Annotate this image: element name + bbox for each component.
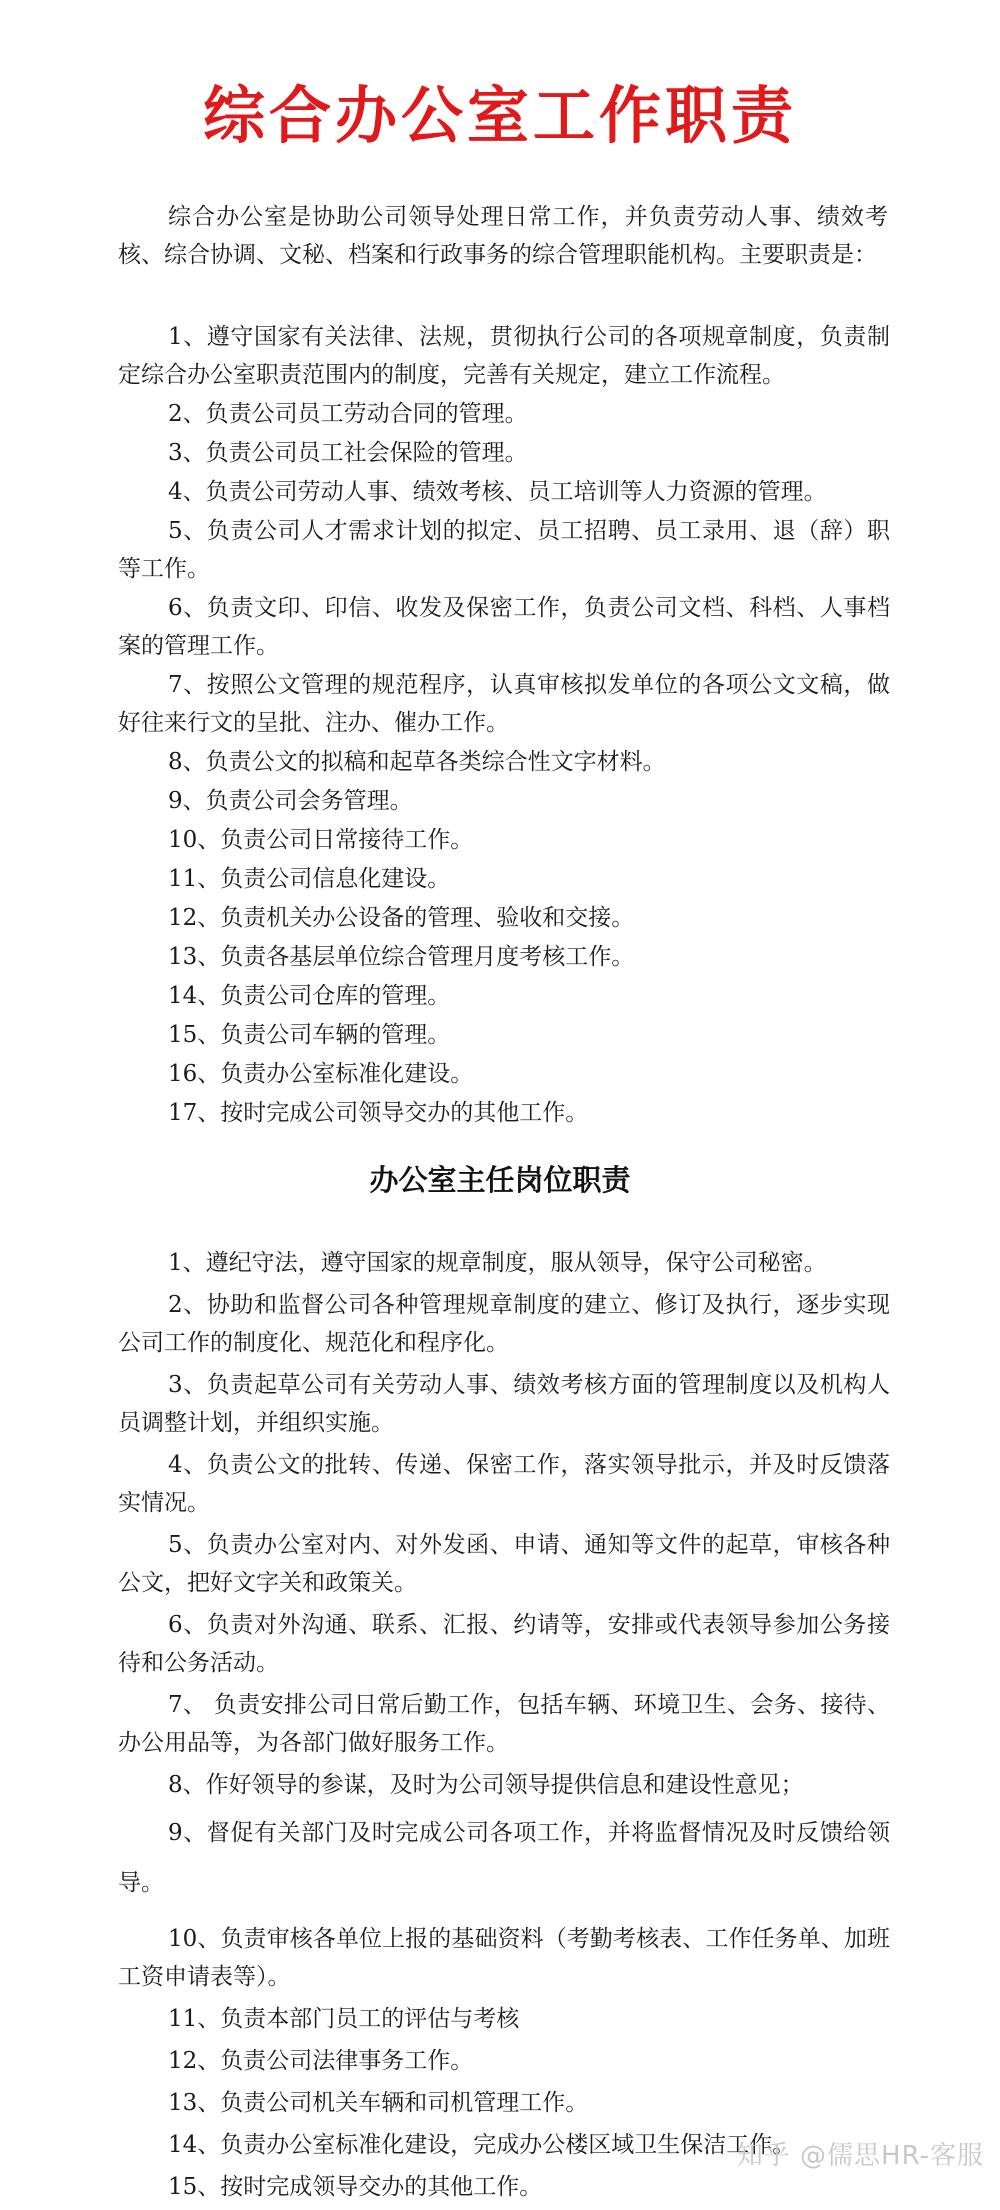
director-duty-item: 8、作好领导的参谋，及时为公司领导提供信息和建设性意见； [168,1772,804,1798]
duty-item: 10、负责公司日常接待工作。 [168,827,474,853]
director-duty-item: 9、督促有关部门及时完成公司各项工作，并将监督情况及时反馈给领导。 [118,1820,890,1896]
director-duty-item: 1、遵纪守法，遵守国家的规章制度，服从领导，保守公司秘密。 [168,1250,827,1276]
director-duties-list [118,1244,890,2210]
office-duties-list [118,318,890,1133]
director-duty-item: 15、按时完成领导交办的其他工作。 [168,2174,543,2200]
duty-item: 5、负责公司人才需求计划的拟定、员工招聘、员工录用、退（辞）职等工作。 [118,518,890,582]
duty-item: 13、负责各基层单位综合管理月度考核工作。 [168,944,635,970]
duty-item: 7、按照公文管理的规范程序，认真审核拟发单位的各项公文文稿，做好往来行文的呈批、注办、催办工作。 [118,672,890,736]
duty-item: 9、负责公司会务管理。 [168,788,413,814]
duty-item: 6、负责文印、印信、收发及保密工作，负责公司文档、科档、人事档案的管理工作。 [118,595,890,659]
duty-item: 8、负责公文的拟稿和起草各类综合性文字材料。 [168,749,666,775]
page-title: 综合办公室工作职责 [202,78,797,152]
watermark: 知乎 @儒思HR-客服 [736,2141,984,2171]
section-title: 办公室主任岗位职责 [369,1163,631,1198]
duty-item: 17、按时完成公司领导交办的其他工作。 [168,1100,589,1126]
duty-item: 15、负责公司车辆的管理。 [168,1022,451,1048]
director-duty-item: 6、负责对外沟通、联系、汇报、约请等，安排或代表领导参加公务接待和公务活动。 [118,1612,890,1676]
duty-item: 11、负责公司信息化建设。 [168,866,451,892]
duty-item: 12、负责机关办公设备的管理、验收和交接。 [168,905,635,931]
director-duty-item: 4、负责公文的批转、传递、保密工作，落实领导批示，并及时反馈落实情况。 [118,1452,890,1516]
duty-item: 1、遵守国家有关法律、法规，贯彻执行公司的各项规章制度，负责制定综合办公室职责范围内的制度，完善有关规定，建立工作流程。 [118,324,890,388]
director-duty-item: 12、负责公司法律事务工作。 [168,2048,474,2074]
director-duty-item: 13、负责公司机关车辆和司机管理工作。 [168,2090,589,2116]
duty-item: 14、负责公司仓库的管理。 [168,983,451,1009]
intro-paragraph: 综合办公室是协助公司领导处理日常工作，并负责劳动人事、绩效考核、综合协调、文秘、档案和行政事务的综合管理职能机构。主要职责是： [118,204,888,268]
director-duty-item: 7、 负责安排公司日常后勤工作，包括车辆、环境卫生、会务、接待、办公用品等，为各部门做好服务工作。 [118,1692,890,1756]
duty-item: 16、负责办公室标准化建设。 [168,1061,474,1087]
director-duty-item: 3、负责起草公司有关劳动人事、绩效考核方面的管理制度以及机构人员调整计划，并组织实施。 [118,1372,890,1436]
duty-item: 3、负责公司员工社会保险的管理。 [168,440,528,466]
director-duty-item: 2、协助和监督公司各种管理规章制度的建立、修订及执行，逐步实现公司工作的制度化、规范化和程序化。 [118,1292,890,1356]
director-duty-item: 11、负责本部门员工的评估与考核 [168,2006,520,2032]
director-duty-item: 10、负责审核各单位上报的基础资料（考勤考核表、工作任务单、加班工资申请表等）。 [118,1926,890,1990]
duty-item: 2、负责公司员工劳动合同的管理。 [168,401,528,427]
director-duty-item: 14、负责办公室标准化建设，完成办公楼区域卫生保洁工作。 [168,2132,796,2158]
duty-item: 4、负责公司劳动人事、绩效考核、员工培训等人力资源的管理。 [168,479,827,505]
director-duty-item: 5、负责办公室对内、对外发函、申请、通知等文件的起草，审核各种公文，把好文字关和政策关。 [118,1532,890,1596]
